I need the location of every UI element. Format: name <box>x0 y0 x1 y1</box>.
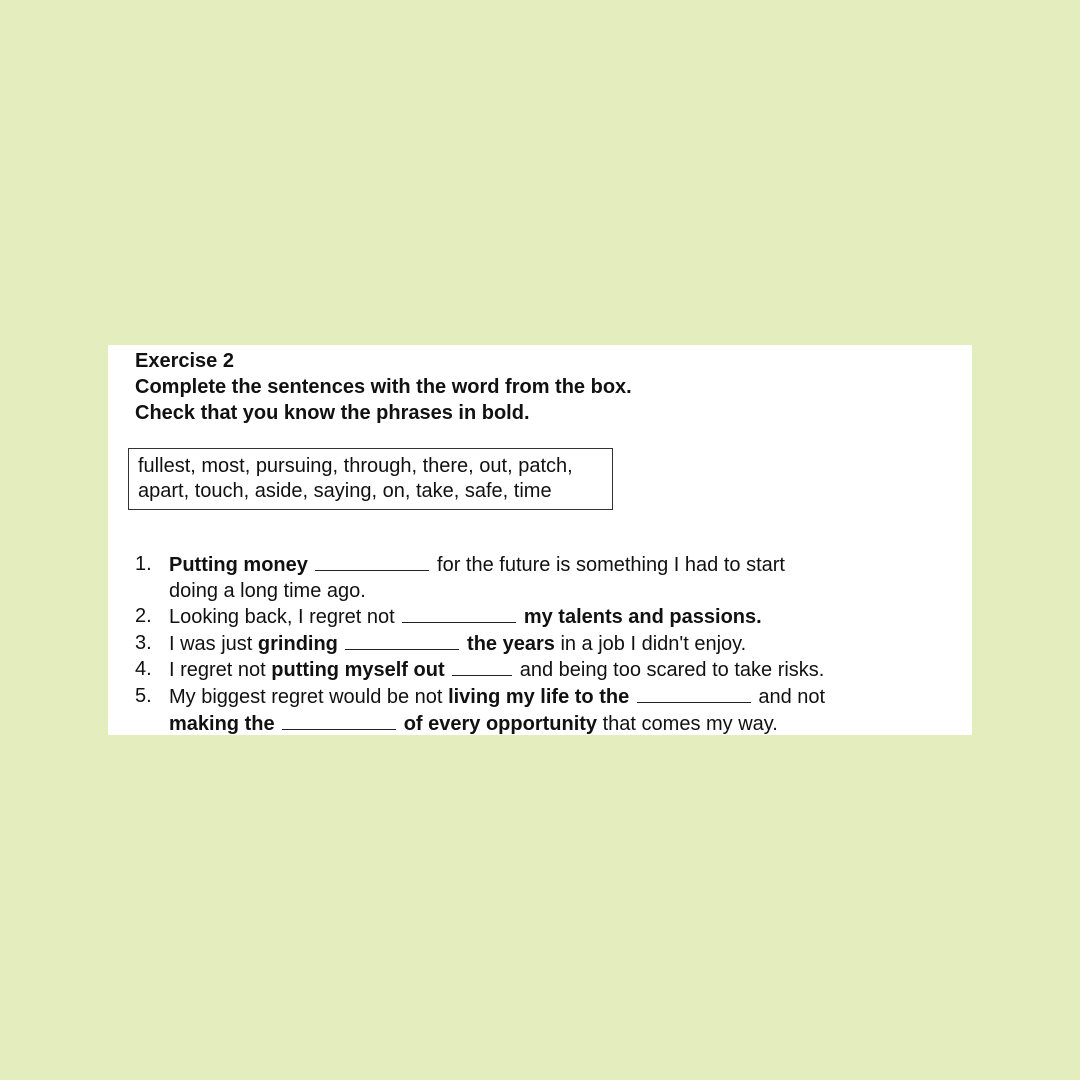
phrase-bold: making the <box>169 712 275 735</box>
sentence-number: 3. <box>135 631 152 654</box>
word-box-line-1: fullest, most, pursuing, through, there, out, patch, <box>138 455 573 477</box>
sentence-text: and not <box>758 685 826 708</box>
exercise-title: Exercise 2 <box>135 350 234 372</box>
sentence-text: doing a long time ago. <box>169 579 366 602</box>
exercise-header <box>135 348 632 426</box>
sentence-text: I regret not <box>169 659 266 682</box>
answer-blank[interactable] <box>637 684 751 703</box>
answer-blank[interactable] <box>452 657 512 676</box>
sentence-list <box>135 552 825 737</box>
answer-blank[interactable] <box>315 552 429 571</box>
sentence-text: My biggest regret would be not <box>169 685 443 708</box>
word-box-line-2: apart, touch, aside, saying, on, take, safe, time <box>138 480 552 502</box>
sentence-number: 5. <box>135 684 152 707</box>
phrase-bold: putting myself out <box>271 659 445 682</box>
phrase-bold: of every opportunity <box>403 712 598 735</box>
sentence-line-2 <box>169 711 825 738</box>
sentence-text: for the future is something I had to start <box>437 554 785 576</box>
answer-blank[interactable] <box>345 631 459 650</box>
sentence-2 <box>135 604 825 631</box>
instruction-line-1: Complete the sentences with the word from the box. <box>135 376 632 398</box>
sentence-1 <box>135 552 825 604</box>
answer-blank[interactable] <box>282 711 396 730</box>
instruction-line-2: Check that you know the phrases in bold. <box>135 402 530 424</box>
sentence-text: Looking back, I regret not <box>169 606 395 629</box>
sentence-number: 4. <box>135 658 152 681</box>
phrase-bold: Putting money <box>169 554 308 576</box>
sentence-number: 2. <box>135 605 152 628</box>
sentence-3 <box>135 631 825 658</box>
phrase-bold: grinding <box>257 632 338 655</box>
sentence-4 <box>135 657 825 684</box>
sentence-text: in a job I didn't enjoy. <box>560 632 747 655</box>
sentence-text: that comes my way. <box>602 712 778 735</box>
phrase-bold: living my life to the <box>448 685 630 708</box>
sentence-number: 1. <box>135 553 152 575</box>
sentence-5 <box>135 684 825 737</box>
answer-blank[interactable] <box>402 604 516 623</box>
sentence-text: and being too scared to take risks. <box>519 659 825 682</box>
word-box <box>128 448 613 510</box>
sentence-text: I was just <box>169 632 253 655</box>
worksheet-card <box>108 345 972 735</box>
phrase-bold: the years <box>467 632 555 655</box>
phrase-bold: my talents and passions. <box>523 606 762 629</box>
